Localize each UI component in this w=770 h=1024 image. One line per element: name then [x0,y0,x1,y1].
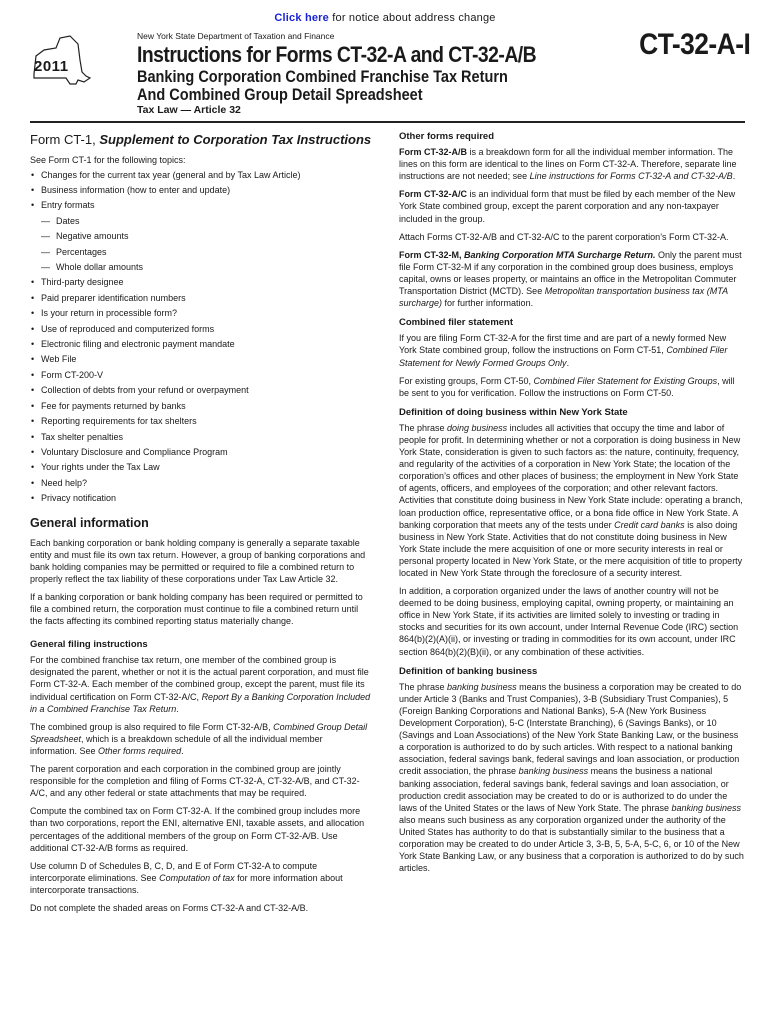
click-here-link[interactable]: Click here [274,12,329,24]
notice-text: for notice about address change [328,12,496,24]
page-subtitle [137,69,508,104]
attach-paragraph: Attach Forms CT-32-A/B and CT-32-A/C to the parent corporation’s Form CT-32-A. [399,231,729,242]
topic-item: • Changes for the current tax year (general and by Tax Law Article) [30,168,372,183]
filing-paragraph: The combined group is also required to file Form CT-32-A/B, Combined Group Detail Spreadsheet, which is a breakdown schedule of all the individual member information. See Other forms required. [30,721,368,756]
header-divider [30,121,745,123]
filing-instructions-heading: General filing instructions [30,639,148,651]
topic-item: • Entry formats [30,198,372,213]
topic-item: • Use of reproduced and computerized forms [30,322,372,337]
tax-year: 2011 [34,58,69,75]
general-info-paragraph: If a banking corporation or bank holding company has been required or permitted to file a combined return, the corporation must continue to file a combined return until the facts affecting its combined reporting status materially change. [30,591,363,627]
topic-item: • Business information (how to enter and update) [30,183,372,198]
left-column [30,131,372,920]
topic-item: • Need help? [30,476,372,491]
topic-item: • Paid preparer identification numbers [30,291,372,306]
subtitle-line-2: And Combined Group Detail Spreadsheet [137,85,423,104]
banking-business-paragraph: The phrase banking business means the business a corporation may be created to do under Article 3 (Banks and Trust Companies), 3-B (Subsidiary Trust Companies), 5 (Foreign Banking Corporations and National Banks), 5-A (New York Business Development Corporation), 5-C (Interstate Branching), 6 (Savings Banks), or 10 (Savings and Loan Associations) of the New York State Banking Law, or the business a corporation is authorized to do by such articles. With respect to a national banking association, federal savings bank, federal savings and loan association, or production credit association, the phrase banking business means the business a national banking association, federal savings bank, federal savings and loan association, or production credit association may be created to do or is authorized to do under the laws of the United States or the laws of New York State. The phrase banking business also means such business as any corporation organized under the authority of the United States has authority to do that is substantially similar to the business that a corporation may be created to do under Article 3, 3-B, 5, 5-A, 5-C, 6, or 10 of the New York State Banking Law, or any business that a corporation is authorized to do by such articles. [399,681,744,874]
form-ac-paragraph: Form CT-32-A/C is an individual form that must be filed by each member of the New York State combined group, except the parent corporation and any non-taxpayer included in the group. [399,189,736,224]
doing-business-heading: Definition of doing business within New York State [399,406,628,418]
topic-item: • Is your return in processible form? [30,306,372,321]
supplement-heading-title: Supplement to Corporation Tax Instructions [99,132,372,147]
topic-subitem: — Dates [30,214,372,229]
address-change-notice [0,12,770,24]
tax-law-reference: Tax Law — Article 32 [137,104,241,116]
banking-business-heading: Definition of banking business [399,665,538,677]
form-ab-paragraph: Form CT-32-A/B is a breakdown form for all the individual member information. The lines on this form are identical to the lines on Form CT-32-A. Therefore, separate line instructions are not needed; see Line instructions for Forms CT-32-A and CT-32-A/B. [399,147,737,182]
topic-item: • Form CT-200-V [30,368,372,383]
topic-item: • Fee for payments returned by banks [30,399,372,414]
filing-paragraph: Do not complete the shaded areas on Forms CT-32-A and CT-32-A/B. [30,902,309,913]
department-name: New York State Department of Taxation and Finance [137,31,335,41]
supplement-heading [30,133,372,148]
filing-paragraph: Compute the combined tax on Form CT-32-A. If the combined group includes more than two corporations, report the ENI, alternative ENI, taxable assets, and allocation percentages of the additional members of the group on Form CT-32-A/B. Use additional CT-32-A/B forms as required. [30,806,365,853]
page-title: Instructions for Forms CT-32-A and CT-32-A/B [137,42,537,67]
combined-filer-heading: Combined filer statement [399,317,514,329]
topic-subitem: — Whole dollar amounts [30,260,372,275]
form-id: CT-32-A-I [638,28,750,61]
right-column [399,131,745,880]
topic-subitem: — Percentages [30,245,372,260]
topic-item: • Voluntary Disclosure and Compliance Program [30,445,372,460]
topic-item: • Third-party designee [30,275,372,290]
topic-subitem: — Negative amounts [30,229,372,244]
topic-item: • Privacy notification [30,491,372,506]
topic-item: • Tax shelter penalties [30,430,372,445]
general-info-heading: General information [30,515,149,530]
filing-paragraph: Use column D of Schedules B, C, D, and E of Form CT-32-A to compute intercorporate eliminations. See Computation of tax for more information about intercorporate transactions. [30,860,343,895]
topic-item: • Your rights under the Tax Law [30,460,372,475]
topic-item: • Electronic filing and electronic payment mandate [30,337,372,352]
topic-item: • Web File [30,352,372,367]
subtitle-line-1: Banking Corporation Combined Franchise Tax Return [137,68,508,86]
topic-item: • Reporting requirements for tax shelters [30,414,372,429]
combined-filer-paragraph: For existing groups, Form CT-50, Combined Filer Statement for Existing Groups, will be sent to you for verification. Follow the instructions on Form CT-50. [399,375,735,398]
combined-filer-paragraph: If you are filing Form CT-32-A for the first time and are part of a newly formed New York State combined group, follow the instructions on Form CT-51, Combined Filer Statement for Newly Formed Groups Only. [399,333,728,368]
doing-business-paragraph: In addition, a corporation organized under the laws of another country will not be deemed to be doing business, employing capital, owning property, or maintaining an office in New York State, if its activities are limited solely to investing or trading in stocks and securities for its own account, under Internal Revenue Code (IRC) section 864(b)(2)(A)(ii), or investing or trading in commodities for its own account, under IRC section 864(b)(2)(B)(ii), or any combination of these activities. [399,586,739,657]
doing-business-paragraph: The phrase doing business includes all activities that occupy the time and labor of people for profit. In determining whether or not a corporation is doing business in New York State, consideration is given to such factors as: the nature, continuity, frequency, and regularity of the activities of a corporation in New York State; the location of the corporation’s offices and other places of business; the employment in New York State of agents, officers, and employees of the corporation; and other relevant factors. Activities that constitute doing business in New York State include: operating a branch, loan production office, representative office, or a bona fide office in New York State. A banking corporation that meets any of the tests under Credit card banks is also doing business in New York State. Activities that do not constitute doing business in New York State include the mere acquisition of one or more security interests in real or personal property located in New York State, or the mere acquisition of title to property located in New York State through the foreclosure of a security interest. [399,422,743,578]
form-m-paragraph: Form CT-32-M, Banking Corporation MTA Surcharge Return. Only the parent must file Form CT-32-M if any corporation in the combined group does business, employs capital, owns or leases property, or maintains an office in the Metropolitan Commuter Transportation District (MCTD). See Metropolitan transportation business tax (MTA surcharge) for further information. [399,249,742,309]
supplement-heading-form: Form CT-1, [30,132,100,147]
filing-paragraph: For the combined franchise tax return, one member of the combined group is designated the parent, whether or not it is the actual parent corporation, and must file Form CT-32-A. Each member of the combined group, except the parent, must file its individual certification on Form CT-32-A/C, Report By a Banking Corporation Included in a Combined Franchise Tax Return. [30,655,371,714]
topic-list [30,168,372,507]
other-forms-heading: Other forms required [399,131,495,142]
general-info-paragraph: Each banking corporation or bank holding company is generally a separate taxable entity and must file its own tax return. However, a group of banking corporations and bank holding companies may be permitted or required to file a combined return to properly reflect the tax liability of these corporations under Tax Law Article 32. [30,537,366,584]
filing-paragraph: The parent corporation and each corporation in the combined group are jointly responsible for the completion and filing of Forms CT-32-A, CT-32-A/B, and CT-32-A/C, and any other federal or state attachments that may be required. [30,764,360,799]
see-form-text: See Form CT-1 for the following topics: [30,154,186,165]
topic-item: • Collection of debts from your refund or overpayment [30,383,372,398]
